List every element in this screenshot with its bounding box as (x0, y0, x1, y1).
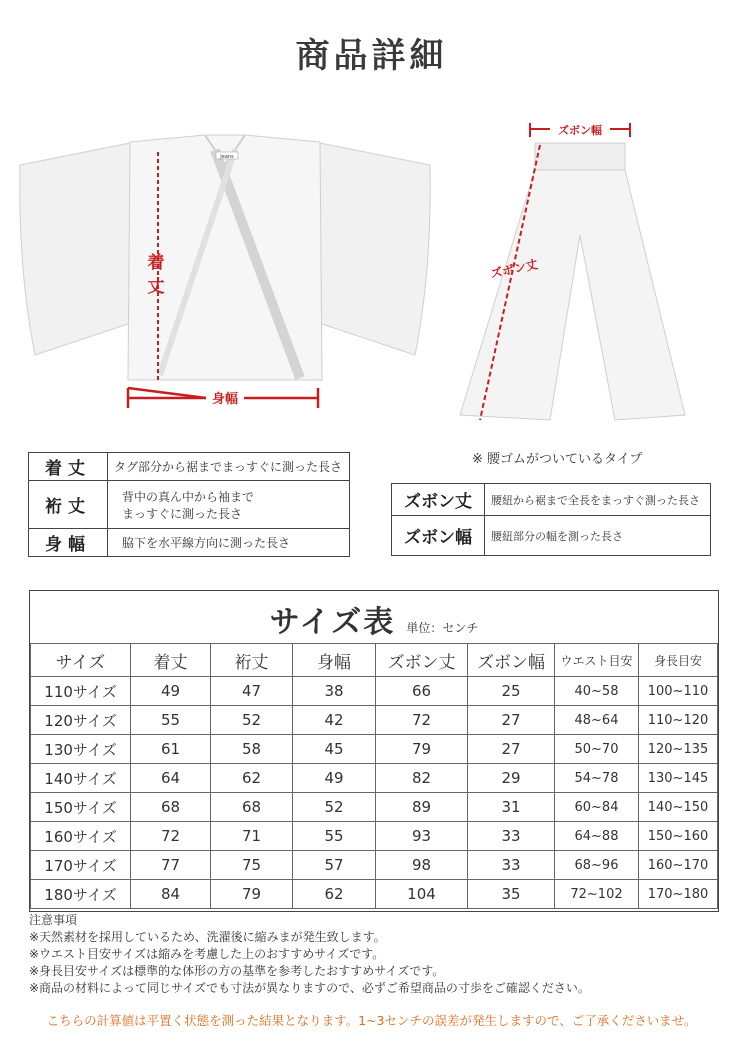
size-cell: 150~160 (639, 822, 718, 851)
def-desc: まっすぐに測った長さ (122, 506, 243, 521)
notes-heading: 注意事項 (29, 913, 78, 927)
size-cell: 75 (211, 851, 293, 880)
size-cell: 38 (293, 677, 376, 706)
size-cell-label: 110サイズ (31, 677, 131, 706)
size-cell: 104 (376, 880, 468, 909)
size-cell: 68~96 (555, 851, 639, 880)
size-cell: 72 (376, 706, 468, 735)
size-cell: 84 (131, 880, 211, 909)
size-cell: 170~180 (639, 880, 718, 909)
size-cell: 72 (131, 822, 211, 851)
size-cell: 130~145 (639, 764, 718, 793)
size-cell: 47 (211, 677, 293, 706)
pants-body (460, 170, 685, 420)
column-header: 身幅 (293, 644, 376, 677)
size-cell-label: 180サイズ (31, 880, 131, 909)
note-line: ※天然素材を採用しているため、洗濯後に縮みまが発生致します。 (29, 930, 386, 944)
size-cell: 60~84 (555, 793, 639, 822)
size-cell-label: 130サイズ (31, 735, 131, 764)
size-cell: 64 (131, 764, 211, 793)
size-cell: 62 (293, 880, 376, 909)
size-cell: 82 (376, 764, 468, 793)
size-cell: 25 (468, 677, 555, 706)
size-row (31, 677, 718, 706)
note-line: ※商品の材料によって同じサイズでも寸法が異なりますので、必ずご希望商品の寸歩をご確認ください。 (29, 981, 590, 995)
jacket-def-row (29, 453, 350, 481)
def-desc: 脇下を水平線方向に測った長さ (108, 529, 350, 557)
def-term: ズボン幅 (392, 516, 485, 556)
column-header: ズボン丈 (376, 644, 468, 677)
column-header: ズボン幅 (468, 644, 555, 677)
size-cell: 35 (468, 880, 555, 909)
size-chart (29, 590, 719, 912)
def-desc: 腰紐部分の幅を測った長さ (485, 516, 711, 556)
column-header: 裄丈 (211, 644, 293, 677)
size-cell: 61 (131, 735, 211, 764)
size-cell: 33 (468, 822, 555, 851)
size-cell: 55 (293, 822, 376, 851)
pants-length-label: ズボン丈 (489, 257, 540, 281)
size-cell: 27 (468, 706, 555, 735)
size-chart-title: サイズ表 (269, 605, 396, 640)
size-row (31, 735, 718, 764)
size-cell-label: 120サイズ (31, 706, 131, 735)
jacket-def-row (29, 481, 350, 529)
size-cell: 58 (211, 735, 293, 764)
size-row (31, 851, 718, 880)
jacket-definition-table (28, 452, 350, 557)
column-header: 着丈 (131, 644, 211, 677)
notes-section (29, 912, 590, 997)
def-desc: 背中の真ん中から袖まで (122, 489, 255, 504)
page-title: 商品詳細 (295, 36, 448, 76)
size-cell: 120~135 (639, 735, 718, 764)
size-cell: 42 (293, 706, 376, 735)
jacket-length-label-2: 丈 (147, 277, 165, 297)
def-desc-cell (108, 481, 350, 529)
def-desc: 腰紐から裾まで全長をまっすぐ測った長さ (485, 484, 711, 516)
size-cell: 66 (376, 677, 468, 706)
jacket-def-row (29, 529, 350, 557)
size-cell: 160~170 (639, 851, 718, 880)
size-chart-unit: 単位：センチ (406, 621, 479, 635)
size-cell: 77 (131, 851, 211, 880)
size-cell: 27 (468, 735, 555, 764)
size-row (31, 822, 718, 851)
size-cell: 62 (211, 764, 293, 793)
pants-definition-table (391, 483, 711, 556)
footer-disclaimer: こちらの計算値は平置く状態を測った結果となります。1~3センチの誤差が発生しますので、ご了承くださいませ。 (46, 1013, 697, 1028)
column-header: サイズ (31, 644, 131, 677)
jacket-illustration (10, 130, 450, 420)
note-line: ※身長目安サイズは標準的な体形の方の基準を参考したおすすめサイズです。 (29, 964, 445, 978)
jacket-width-label: 身幅 (211, 392, 239, 407)
size-table-header-row (31, 644, 718, 677)
column-header: ウエスト目安 (555, 644, 639, 677)
size-cell: 50~70 (555, 735, 639, 764)
size-cell: 64~88 (555, 822, 639, 851)
pants-def-row (392, 484, 711, 516)
size-cell: 48~64 (555, 706, 639, 735)
size-cell-label: 140サイズ (31, 764, 131, 793)
size-cell: 93 (376, 822, 468, 851)
jacket-right-sleeve (310, 142, 430, 355)
def-term: 身幅 (29, 529, 108, 557)
def-desc: タグ部分から裾までまっすぐに測った長さ (108, 453, 350, 481)
size-cell: 68 (211, 793, 293, 822)
size-cell: 72~102 (555, 880, 639, 909)
pants-illustration (440, 115, 730, 445)
size-cell: 100~110 (639, 677, 718, 706)
note-line: ※ウエスト目安サイズは縮みを考慮した上のおすすめサイズです。 (29, 947, 385, 961)
size-row (31, 880, 718, 909)
jacket-left-sleeve (20, 142, 140, 355)
size-cell-label: 150サイズ (31, 793, 131, 822)
size-table (30, 643, 718, 909)
size-cell: 40~58 (555, 677, 639, 706)
column-header: 身長目安 (639, 644, 718, 677)
size-table-body (31, 677, 718, 909)
size-row (31, 706, 718, 735)
size-cell: 33 (468, 851, 555, 880)
size-cell: 49 (131, 677, 211, 706)
size-cell: 71 (211, 822, 293, 851)
size-cell: 110~120 (639, 706, 718, 735)
size-cell: 29 (468, 764, 555, 793)
size-chart-header (30, 597, 718, 641)
size-cell: 31 (468, 793, 555, 822)
pants-elastic-note: ※ 腰ゴムがついているタイプ (472, 452, 643, 467)
size-cell: 89 (376, 793, 468, 822)
size-cell: 79 (376, 735, 468, 764)
size-cell: 55 (131, 706, 211, 735)
size-row (31, 793, 718, 822)
jacket-tag-text: Jeans (220, 154, 234, 160)
size-cell: 79 (211, 880, 293, 909)
size-cell-label: 160サイズ (31, 822, 131, 851)
size-cell: 68 (131, 793, 211, 822)
size-cell: 140~150 (639, 793, 718, 822)
size-cell: 45 (293, 735, 376, 764)
size-cell: 52 (211, 706, 293, 735)
size-cell-label: 170サイズ (31, 851, 131, 880)
size-row (31, 764, 718, 793)
size-cell: 49 (293, 764, 376, 793)
def-term: ズボン丈 (392, 484, 485, 516)
def-term: 裄丈 (29, 481, 108, 529)
size-cell: 52 (293, 793, 376, 822)
def-term: 着丈 (29, 453, 108, 481)
jacket-length-label-1: 着 (147, 253, 165, 273)
pants-width-label: ズボン幅 (558, 124, 602, 137)
size-cell: 54~78 (555, 764, 639, 793)
pants-def-row (392, 516, 711, 556)
jacket-width-line-left (128, 388, 206, 398)
pants-waistband (535, 143, 625, 173)
size-cell: 57 (293, 851, 376, 880)
size-cell: 98 (376, 851, 468, 880)
